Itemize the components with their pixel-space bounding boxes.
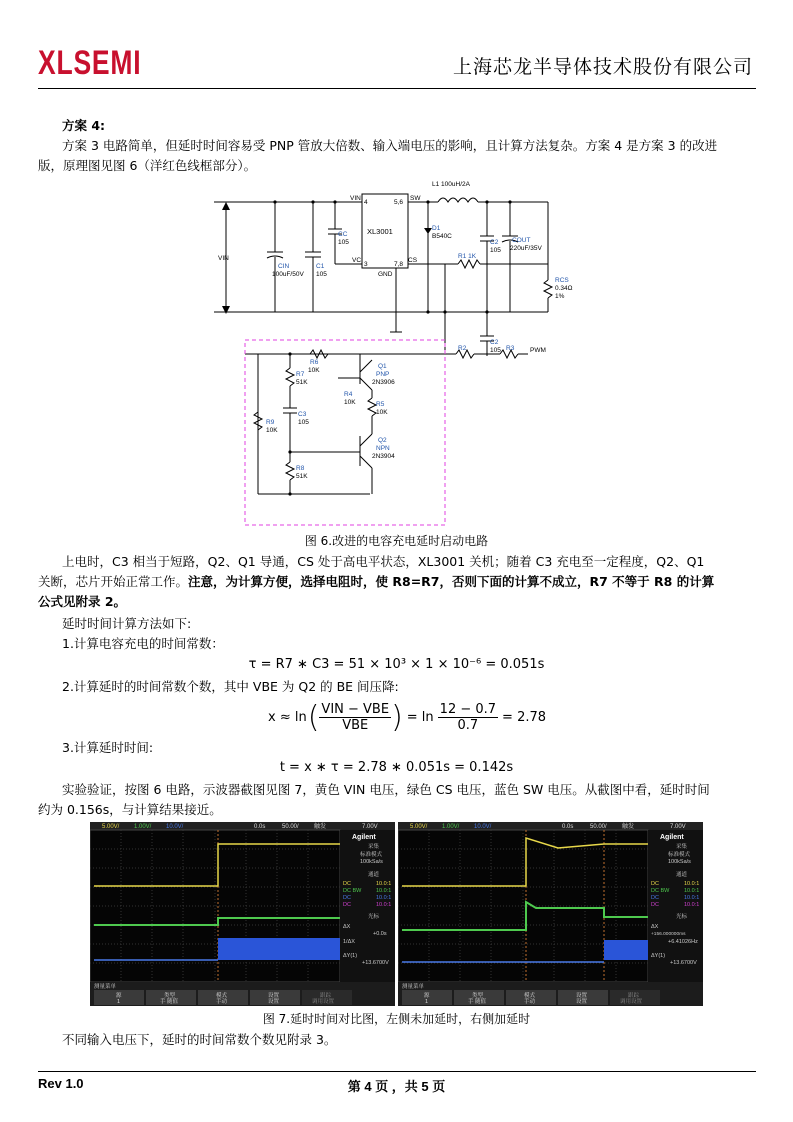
scope-left-c3: DC [343,895,351,901]
scope-right-ch1: 5.00V/ [410,824,428,830]
q2-label: Q2 [378,437,387,444]
scope-left-menu-0[interactable]: 源 [116,993,122,999]
scope-right-ch2: 1.00V/ [442,824,460,830]
r7-value: 51K [296,379,308,386]
pwm-label: PWM [530,347,546,354]
scope-left-menu-1[interactable]: 类型 [164,993,176,999]
scope-right-s1: 采集 [676,844,688,850]
cin-value: 100uF/50V [272,271,304,278]
c3-value: 105 [298,419,309,426]
footer-rule [38,1071,756,1072]
scope-right-menu-0[interactable]: 源 [424,993,430,999]
scope-left-menu-4[interactable]: 跟踪 [320,993,332,999]
r8-value: 51K [296,473,308,480]
scope-right-s5: 光标 [676,914,688,920]
scope-left-s4: 通道 [368,872,380,878]
scope-right-c4: DC [651,902,659,908]
eq2-fraction-2 [438,702,498,733]
scope-right-s3: 100kSa/s [668,859,691,865]
c1-label: C1 [316,263,325,270]
scope-right-trig: 7.00V [670,824,686,830]
r5-label: R5 [376,401,385,408]
scope-left-s1: 采集 [368,844,380,850]
scope-right-c2: DC BW [651,888,670,894]
intro-line-1: 方案 3 电路简单，但延时时间容易受 PNP 管放大倍数、输入端电压的影响，且计算方法复杂。方案 4 是方案 3 的改进 [62,138,718,153]
scope-right-delta: +156.000000ms [651,932,686,937]
r7-label: R7 [296,371,305,378]
scope-left-c4v: 10.0:1 [376,902,392,908]
scope-right-c1: DC [651,881,659,887]
scope-right-ch3: 10.0V/ [474,824,492,830]
scope-right-tdiv: 50.00/ [590,824,607,830]
scope-left-trig: 7.00V [362,824,378,830]
r9-value: 10K [266,427,278,434]
scope-left-c3v: 10.0:1 [376,895,392,901]
scope-right-s7: ΔY(1) [651,953,666,959]
vin-label: VIN [218,255,229,262]
intro-line-2: 版，原理图见图 6（洋红色线框部分）。 [38,158,257,173]
scope-left-s3: 100kSa/s [360,859,383,865]
r1-label: R1 1K [458,253,477,260]
figure-6-caption: 图 6.改进的电容充电延时启动电路 [304,534,489,548]
para2-line-3: 公式见附录 2。 [38,594,127,609]
header-rule [38,88,756,89]
pin-cs: CS [408,257,418,264]
c2-label: C2 [490,239,499,246]
rcs-label: RCS [555,277,569,284]
scope-right-mode: 触发 [622,824,635,830]
para2-line-2 [38,572,714,591]
scope-right-c3: DC [651,895,659,901]
l1-label: L1 100uH/2A [432,181,470,188]
scope-right-inv: +6.41026Hz [668,939,698,945]
scope-right-c4v: 10.0:1 [684,902,700,908]
cin-label: CIN [278,263,290,270]
pin-vc: VC [352,257,362,264]
eq2-den: VBE [342,717,369,733]
scope-left-menusub-1: 手 随值 [160,999,179,1005]
scope-left-menusub-3: 设置 [268,999,280,1005]
scope-right-menusub-0: 1 [425,999,429,1005]
pin-4: 4 [364,199,368,206]
scope-left-delta: +0.0s [373,931,387,937]
scope-right-menusub-3: 设置 [576,999,588,1005]
pin-7-8: 7,8 [394,261,404,268]
scope-left-c2: DC BW [343,888,362,894]
r4-label: R4 [344,391,353,398]
scope-left-c4: DC [343,902,351,908]
scope-right-time: 0.0s [562,824,574,830]
scope-right-c2v: 10.0:1 [684,888,700,894]
r4-value: 10K [344,399,356,406]
scope-left-s2: 标准模式 [360,852,383,858]
scope-right-s2: 标准模式 [668,852,691,858]
scope-left-ch1: 5.00V/ [102,824,120,830]
c2-value: 105 [490,247,501,254]
equation-2: x ≈ ln ( VIN − VBE VBE ) = ln $\frac{12 - 0.7}{0.7}$ = 2.78 [268,699,547,735]
para3-line-1: 实验验证，按图 6 电路，示波器截图见图 7，黄色 VIN 电压，绿色 CS 电压，蓝色 SW 电压。从截图中看，延时时间 [62,782,710,797]
c3-label: C3 [298,411,307,418]
company-name: 上海芯龙半导体技术股份有限公司 [452,56,753,78]
scope-left-brand: Agilent [352,834,376,841]
scope-left-ch3: 10.0V/ [166,824,184,830]
q1-part: 2N3906 [372,379,395,386]
scope-right-menu-3[interactable]: 设置 [576,993,588,999]
q2-part: 2N3904 [372,453,395,460]
eq2-den2: 0.7 [457,717,479,733]
q2-type: NPN [376,445,390,452]
scope-right-menusub-4: 调用设置 [620,999,643,1005]
eq2-num: VIN − VBE [321,701,390,717]
scope-left-tdiv: 50.00/ [282,824,299,830]
d1-label: D1 [432,225,441,232]
scope-right [398,822,703,1006]
equation-3: t = x ∗ τ = 2.78 ∗ 0.051s = 0.142s [279,760,514,775]
pin-5-6: 5,6 [394,199,404,206]
c2b-value: 105 [490,347,501,354]
rcs-tolerance: 1% [555,293,565,300]
scope-right-c3v: 10.0:1 [684,895,700,901]
scope-left-c1: DC [343,881,351,887]
scope-right-menu-4[interactable]: 跟踪 [628,993,640,999]
footer-page-number: 第 4 页 ，共 5 页 [347,1079,446,1094]
para2-line-1: 上电时，C3 相当于短路，Q2、Q1 导通，CS 处于高电平状态，XL3001 关机；随着 C3 充电至一定程度，Q2、Q1 [62,554,705,569]
eq2-fraction-1 [319,702,391,733]
scope-left-menu-3[interactable]: 设置 [268,993,280,999]
c2b-label: C2 [490,339,499,346]
scope-left-c1v: 10.0:1 [376,881,392,887]
para2-line-2-normal: 关断，芯片开始正常工作。 [38,574,189,589]
eq2-rhs: = 2.78 [502,709,547,725]
d1-value: B540C [432,233,452,240]
r9-label: R9 [266,419,275,426]
scope-right-menu-label: 测量菜单 [402,984,425,990]
scope-right-brand: Agilent [660,834,684,841]
scope-left-s5: 光标 [368,914,380,920]
scope-left-time: 0.0s [254,824,266,830]
scope-left-menu-2[interactable]: 模式 [216,993,228,999]
cout-label: COUT [512,237,531,244]
cout-value: 220uF/35V [510,245,542,252]
scope-right-menu-2[interactable]: 模式 [524,993,536,999]
scope-left [90,822,395,1006]
pin-3: 3 [364,261,368,268]
para3-line-2: 约为 0.156s，与计算结果接近。 [38,802,222,817]
scope-left-menusub-4: 调用设置 [312,999,335,1005]
scope-left-inv: 1/ΔX [343,939,355,945]
gnd-label: GND [378,271,393,278]
r5-value: 10K [376,409,388,416]
calc-step-3: 3.计算延时时间: [62,740,154,755]
r2-label: R2 [458,345,467,352]
c1-value: 105 [316,271,327,278]
q1-type: PNP [376,371,390,378]
q1-label: Q1 [378,363,387,370]
eq2-mid: = ln [406,709,434,725]
scope-right-s6: ΔX [651,924,659,930]
schematic-figure-6 [200,172,600,532]
scope-right-c1v: 10.0:1 [684,881,700,887]
scope-left-s7: ΔY(1) [343,953,358,959]
scope-left-c2v: 10.0:1 [376,888,392,894]
scope-left-ch2: 1.00V/ [134,824,152,830]
eq2-lhs: x ≈ ln [268,709,307,725]
r6-value: 10K [308,367,320,374]
scope-left-mode: 触发 [314,824,327,830]
cc-value: 105 [338,239,349,246]
calc-step-2: 2.计算延时的时间常数个数，其中 VBE 为 Q2 的 BE 间压降: [62,679,399,694]
chip-label: XL3001 [367,227,393,236]
cc-label: CC [338,231,348,238]
scope-right-menusub-2: 手动 [524,999,536,1005]
r8-label: R8 [296,465,305,472]
para2-line-2-bold: 注意，为计算方便，选择电阻时，使 R8=R7，否则下面的计算不成立，R7 不等于 R8 的计算 [188,574,715,589]
company-logo: XLSEMI [38,44,142,82]
eq2-num2: 12 − 0.7 [439,701,497,717]
scope-left-menusub-2: 手动 [216,999,228,1005]
scope-left-menu-label: 测量菜单 [94,984,117,990]
scope-right-menusub-1: 手 随值 [468,999,487,1005]
section-title: 方案 4: [62,118,106,133]
r6-label: R6 [310,359,319,366]
equation-1: τ = R7 ∗ C3 = 51 × 10³ × 1 × 10⁻⁶ = 0.051s [248,657,545,672]
calc-intro: 延时时间计算方法如下: [62,616,192,631]
para4: 不同输入电压下，延时的时间常数个数见附录 3。 [62,1032,337,1047]
scope-right-ay: +13.6700V [670,960,697,966]
figure-7-caption: 图 7.延时时间对比图，左侧未加延时，右侧加延时 [262,1012,531,1026]
pin-vin: VIN [350,195,361,202]
scope-left-ay: +13.6700V [362,960,389,966]
scope-right-s4: 通道 [676,872,688,878]
scope-right-menu-1[interactable]: 类型 [472,993,484,999]
scope-left-menusub-0: 1 [117,999,121,1005]
footer-revision: Rev 1.0 [38,1076,84,1091]
r3-label: R3 [506,345,515,352]
calc-step-1: 1.计算电容充电的时间常数： [62,636,224,651]
scope-left-s6: ΔX [343,924,351,930]
pin-sw: SW [410,195,421,202]
rcs-value: 0.34Ω [555,285,573,292]
